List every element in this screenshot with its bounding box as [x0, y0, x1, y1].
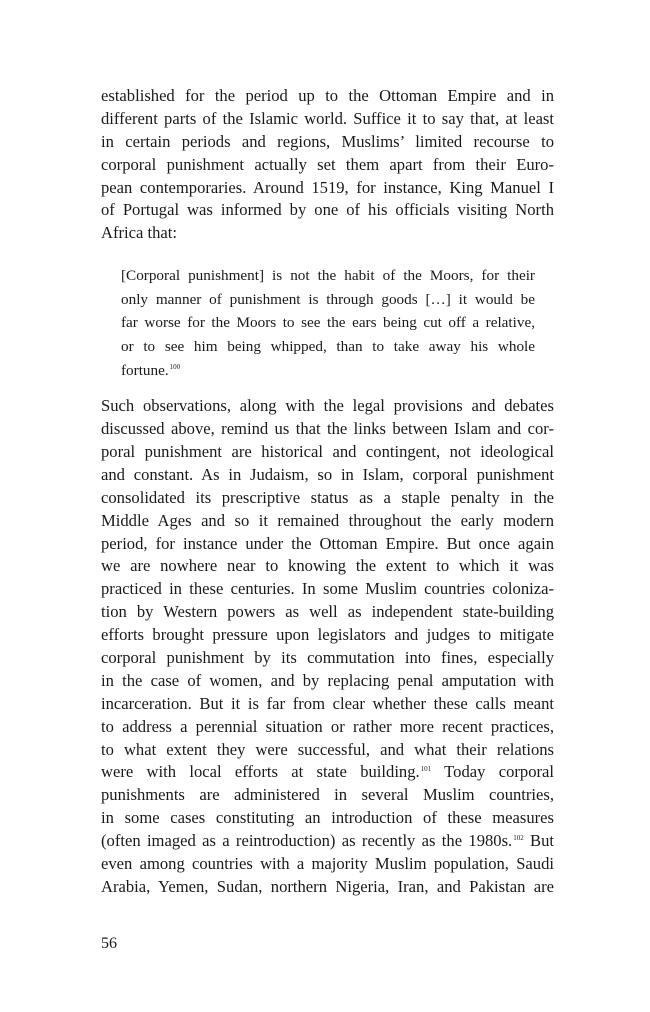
text-line: in the case of women, and by replacing penal amputation with: [101, 670, 554, 690]
text-line: corporal punishment actually set them apart from their Euro-: [101, 154, 554, 174]
text-line: established for the period up to the Ottoman Empire and in: [101, 86, 554, 105]
quote-text: fortune.: [121, 361, 169, 379]
footnote-ref[interactable]: 102: [513, 834, 524, 843]
text-line: Middle Ages and so it remained throughout the early modern: [101, 510, 554, 530]
text-line: even among countries with a majority Muslim population, Saudi: [101, 854, 554, 874]
text-line: different parts of the Islamic world. Suffice it to say that, at least: [101, 108, 554, 128]
page-body: [101, 85, 554, 899]
footnote-ref[interactable]: 101: [420, 765, 432, 774]
text-line: in some cases constituting an introduction of these measures: [101, 808, 554, 828]
text-line: to what extent they were successful, and what their relations: [101, 739, 554, 759]
text-line: Such observations, along with the legal provisions and debates: [101, 396, 554, 416]
text-line: efforts brought pressure upon legislators and judges to mitigate: [101, 625, 554, 645]
text-line: period, for instance under the Ottoman Empire. But once again: [101, 533, 554, 553]
text-line: incarceration. But it is far from clear whether these calls meant: [101, 693, 554, 713]
footnote-ref[interactable]: 100: [169, 362, 181, 371]
block-quote: [121, 264, 535, 382]
text-line: we are nowhere near to knowing the extent to which it was: [101, 556, 554, 576]
text-line: and constant. As in Judaism, so in Islam, corporal punishment: [101, 464, 554, 484]
quote-line: only manner of punishment is through goods […] it would be: [121, 290, 535, 308]
text-segment: (often imaged as a reintroduction) as recently as the 1980s.: [101, 831, 513, 851]
quote-line: [Corporal punishment] is not the habit of the Moors, for their: [121, 267, 535, 285]
text-segment: But: [523, 831, 554, 851]
page-number: 56: [101, 935, 117, 952]
text-line: [101, 830, 554, 853]
text-line: [101, 761, 554, 784]
text-segment: were with local efforts at state building.: [101, 762, 420, 782]
text-line: Arabia, Yemen, Sudan, northern Nigeria, Iran, and Pakistan are: [101, 876, 554, 896]
text-line: tion by Western powers as well as independent state-building: [101, 602, 554, 622]
text-line: practiced in these centuries. In some Muslim countries coloniza-: [101, 579, 554, 599]
text-segment: Today corporal: [431, 762, 554, 782]
text-line: punishments are administered in several Muslim countries,: [101, 785, 554, 805]
quote-line: far worse for the Moors to see the ears being cut off a relative,: [121, 314, 535, 332]
quote-line: or to see him being whipped, than to take away his whole: [121, 338, 535, 356]
text-line: poral punishment are historical and contingent, not ideological: [101, 441, 554, 461]
text-line: corporal punishment by its commutation into fines, especially: [101, 648, 554, 667]
text-line: to address a perennial situation or rather more recent practices,: [101, 716, 554, 736]
paragraph-1: [101, 85, 554, 245]
paragraph-2: [101, 395, 554, 899]
text-line: in certain periods and regions, Muslims’ limited recourse to: [101, 131, 554, 151]
quote-line: [121, 359, 535, 383]
text-line: consolidated its prescriptive status as a staple penalty in the: [101, 487, 554, 507]
text-line: pean contemporaries. Around 1519, for instance, King Manuel I: [101, 177, 554, 197]
text-line: discussed above, remind us that the links between Islam and cor-: [101, 419, 554, 439]
text-line: of Portugal was informed by one of his officials visiting North: [101, 200, 554, 220]
text-line: Africa that:: [101, 223, 178, 243]
